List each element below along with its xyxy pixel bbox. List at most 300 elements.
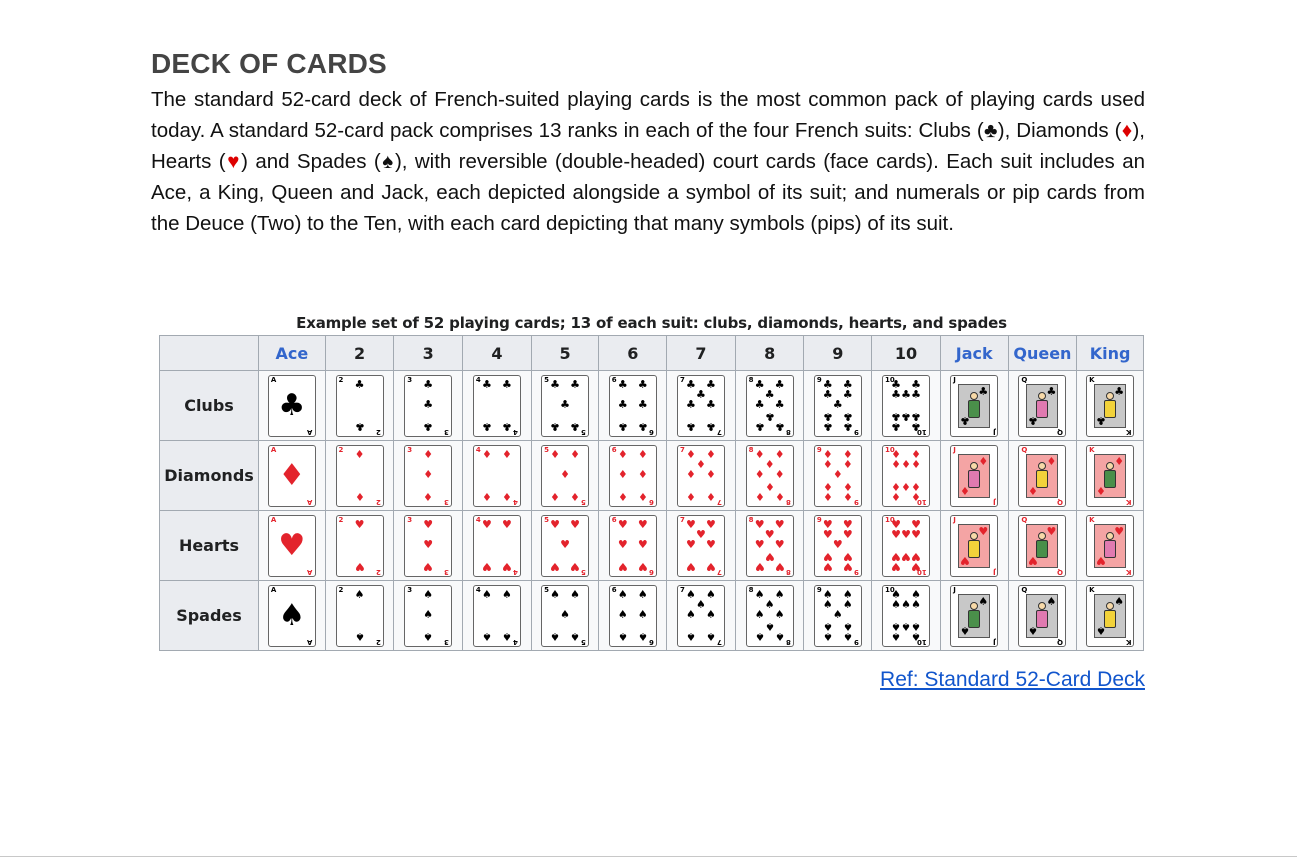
hearts-pip-icon: ♥	[617, 517, 628, 531]
spades-pip-icon: ♠	[354, 587, 365, 601]
hearts-pip-icon: ♥	[686, 560, 696, 574]
diamonds-pip-icon: ♦	[754, 447, 765, 461]
clubs-pip-icon: ♣	[423, 420, 434, 434]
playing-card-queen-of-spades	[1018, 585, 1066, 647]
card-cell	[872, 581, 941, 651]
clubs-pip-icon: ♣	[822, 377, 833, 391]
hearts-pip-icon: ♥	[754, 517, 765, 531]
card-index: Q	[1021, 515, 1028, 524]
card-index: 10	[917, 497, 928, 506]
spades-pip-icon: ♠	[637, 587, 648, 601]
clubs-pip-icon: ♣	[706, 398, 716, 412]
card-index: J	[953, 445, 956, 454]
diamonds-pip-icon: ♦	[686, 468, 696, 482]
diamonds-pip-icon: ♦	[911, 458, 921, 472]
card-index: 7	[679, 445, 685, 454]
spades-pip-icon: ♠	[637, 608, 648, 622]
playing-card-jack-of-diamonds	[950, 445, 998, 507]
clubs-pip-icon: ♣	[686, 377, 696, 391]
card-index: 3	[444, 567, 450, 576]
suit-row-clubs	[160, 371, 1144, 441]
hearts-pip-icon: ♥	[774, 560, 785, 574]
card-cell	[804, 441, 872, 511]
card-index: 4	[513, 637, 518, 646]
card-index: Q	[1057, 427, 1064, 436]
card-index: 9	[853, 497, 859, 506]
card-cell	[940, 441, 1008, 511]
spades-pip-icon: ♠	[637, 630, 648, 644]
diamonds-pip-icon: ♦	[911, 479, 921, 493]
clubs-pip-icon: ♣	[891, 377, 901, 391]
clubs-pip-icon: ♣	[822, 420, 833, 434]
playing-card-7-of-clubs	[677, 375, 725, 437]
spades-pip-icon: ♠	[354, 630, 365, 644]
card-cell	[667, 511, 736, 581]
hearts-pip-icon: ♥	[822, 560, 833, 574]
hearts-pip-icon: ♥	[501, 560, 512, 574]
card-index: 10	[885, 375, 895, 384]
hearts-pip-icon: ♥	[754, 538, 765, 552]
card-index: A	[307, 567, 313, 576]
card-index: 3	[444, 637, 450, 646]
card-cell	[667, 371, 736, 441]
clubs-pip-icon: ♣	[901, 388, 911, 402]
diamonds-pip-icon: ♦	[501, 447, 512, 461]
card-index: 2	[338, 585, 344, 594]
card-index: 3	[444, 427, 450, 436]
card-cell	[259, 441, 326, 511]
spades-pip-icon: ♠	[822, 630, 833, 644]
card-index: K	[1089, 375, 1095, 384]
card-index: 8	[748, 445, 754, 454]
hearts-pip-icon: ♥	[481, 560, 492, 574]
card-index: 4	[475, 515, 481, 524]
hearts-symbol: ♥	[225, 150, 242, 173]
hearts-pip-icon: ♥	[570, 517, 581, 531]
card-cell	[325, 371, 394, 441]
hearts-pip-icon: ♥	[774, 517, 785, 531]
spades-pip-icon: ♠	[891, 619, 901, 633]
diamonds-pip-icon: ♦	[764, 458, 775, 472]
card-index: A	[270, 585, 277, 594]
spades-pip-icon: ♠	[617, 630, 628, 644]
playing-card-4-of-spades	[473, 585, 521, 647]
playing-card-5-of-spades	[541, 585, 589, 647]
card-index: Q	[1021, 375, 1028, 384]
clubs-symbol: ♣	[983, 119, 998, 142]
card-index: K	[1089, 445, 1095, 454]
card-index: 5	[544, 445, 549, 454]
spades-pip-icon: ♠	[560, 608, 571, 622]
hearts-pip-icon: ♥	[891, 560, 901, 574]
diamonds-pip-icon: ♦	[423, 490, 434, 504]
spades-pip-icon: ♠	[911, 598, 921, 612]
hearts-pip-icon: ♥	[550, 517, 561, 531]
clubs-pip-icon: ♣	[617, 377, 628, 391]
playing-card-king-of-clubs	[1086, 375, 1134, 437]
card-index: 8	[785, 637, 791, 646]
card-index: 7	[717, 497, 722, 506]
diamonds-pip-icon: ♦	[550, 447, 561, 461]
card-index: 8	[785, 567, 791, 576]
card-cell	[325, 581, 394, 651]
spades-pip-icon: ♠	[774, 630, 785, 644]
card-index: Q	[1021, 585, 1028, 594]
clubs-pip-icon: ♣	[774, 377, 785, 391]
hearts-pip-icon: ♥	[423, 560, 434, 574]
clubs-pip-icon: ♣	[842, 377, 853, 391]
hearts-pip-icon: ♥	[481, 517, 492, 531]
suit-row-diamonds	[160, 441, 1144, 511]
clubs-suit-icon: ♣	[1028, 413, 1039, 427]
diamonds-pip-icon: ♦	[706, 447, 716, 461]
playing-card-3-of-clubs	[404, 375, 452, 437]
clubs-pip-icon: ♣	[842, 420, 853, 434]
hearts-pip-icon: ♥	[764, 528, 775, 542]
hearts-pip-icon: ♥	[550, 560, 561, 574]
diamonds-pip-icon: ♦	[481, 490, 492, 504]
diamonds-pip-icon: ♦	[774, 490, 785, 504]
spades-pip-icon: ♠	[706, 587, 716, 601]
hearts-pip-icon: ♥	[617, 538, 628, 552]
paragraph-text-2: ), Diamonds (	[997, 119, 1122, 142]
card-cell	[872, 371, 941, 441]
row-header-diamonds: Diamonds	[160, 441, 259, 511]
court-figure-icon	[958, 384, 990, 428]
card-index: J	[953, 585, 956, 594]
clubs-pip-icon: ♣	[754, 398, 765, 412]
hearts-pip-icon: ♥	[911, 549, 921, 563]
court-figure-icon	[1026, 594, 1058, 638]
card-index: 7	[679, 375, 685, 384]
column-header-10: 10	[872, 336, 941, 371]
card-index: 2	[338, 445, 344, 454]
card-cell	[1077, 371, 1144, 441]
diamonds-pip-icon: ♦	[423, 447, 434, 461]
card-index: 5	[544, 375, 549, 384]
card-cell	[940, 371, 1008, 441]
clubs-pip-icon: ♣	[550, 420, 561, 434]
card-cell	[463, 511, 532, 581]
playing-card-queen-of-hearts	[1018, 515, 1066, 577]
card-cell	[1008, 511, 1077, 581]
spades-pip-icon: ♠	[706, 630, 716, 644]
card-cell	[259, 511, 326, 581]
spades-pip-icon: ♠	[686, 630, 696, 644]
card-index: 3	[407, 445, 413, 454]
diamonds-pip-icon: ♦	[891, 447, 901, 461]
card-cell	[735, 511, 804, 581]
card-index: 9	[816, 445, 822, 454]
card-index: A	[270, 515, 277, 524]
card-cell	[1008, 371, 1077, 441]
card-index: 2	[375, 567, 381, 576]
clubs-pip-icon: ♣	[637, 420, 648, 434]
card-cell	[463, 371, 532, 441]
playing-card-8-of-diamonds	[746, 445, 794, 507]
clubs-pip-icon: ♣	[891, 388, 901, 402]
playing-card-3-of-hearts	[404, 515, 452, 577]
playing-card-9-of-hearts	[814, 515, 862, 577]
spades-pip-icon: ♠	[891, 598, 901, 612]
card-index: 5	[581, 497, 587, 506]
hearts-pip-icon: ♥	[637, 538, 648, 552]
card-index: 5	[581, 567, 587, 576]
card-index: 7	[679, 515, 685, 524]
diamonds-pip-icon: ♦	[570, 490, 581, 504]
playing-card-8-of-clubs	[746, 375, 794, 437]
card-cell	[1077, 511, 1144, 581]
clubs-suit-icon: ♣	[1114, 384, 1125, 398]
playing-card-10-of-hearts	[882, 515, 930, 577]
playing-card-9-of-spades	[814, 585, 862, 647]
court-figure-icon	[1026, 384, 1058, 428]
card-index: 9	[853, 567, 859, 576]
spades-pip-icon: ♠	[842, 630, 853, 644]
diamonds-pip-icon: ♦	[706, 490, 716, 504]
diamonds-pip-icon: ♦	[686, 490, 696, 504]
clubs-pip-icon: ♣	[842, 388, 853, 402]
clubs-suit-icon: ♣	[978, 384, 989, 398]
clubs-pip-icon: ♣	[832, 398, 843, 412]
diamonds-pip-icon: ♦	[617, 468, 628, 482]
court-figure-icon	[958, 524, 990, 568]
clubs-pip-icon: ♣	[696, 388, 706, 402]
table-caption: Example set of 52 playing cards; 13 of each suit: clubs, diamonds, hearts, and spades	[296, 314, 1007, 332]
playing-card-8-of-hearts	[746, 515, 794, 577]
spades-pip-icon: ♠	[423, 587, 434, 601]
court-figure-icon	[1094, 454, 1126, 498]
spades-pip-icon: ♠	[550, 630, 561, 644]
card-index: 8	[785, 427, 791, 436]
card-index: 3	[444, 497, 450, 506]
playing-card-5-of-clubs	[541, 375, 589, 437]
card-cell	[531, 441, 599, 511]
clubs-pip-icon: ♣	[706, 420, 716, 434]
intro-paragraph	[151, 84, 1145, 239]
clubs-pip-icon: ♣	[754, 377, 765, 391]
clubs-pip-icon: ♣	[637, 377, 648, 391]
hearts-pip-icon: ♥	[754, 560, 765, 574]
spades-pip-icon: ♠	[617, 587, 628, 601]
playing-card-king-of-diamonds	[1086, 445, 1134, 507]
card-cell	[735, 581, 804, 651]
deck-table	[159, 335, 1144, 651]
playing-card-4-of-clubs	[473, 375, 521, 437]
spades-pip-icon: ♠	[550, 587, 561, 601]
spades-pip-icon: ♠	[842, 587, 853, 601]
card-index: 4	[513, 427, 518, 436]
playing-card-queen-of-clubs	[1018, 375, 1066, 437]
card-index: 10	[917, 637, 928, 646]
spades-pip-icon: ♠	[423, 608, 434, 622]
playing-card-queen-of-diamonds	[1018, 445, 1066, 507]
paragraph-text-3: ), Hearts (	[151, 119, 1146, 173]
hearts-pip-icon: ♥	[423, 517, 434, 531]
reference-link[interactable]: Ref: Standard 52-Card Deck	[880, 668, 1145, 691]
card-cell	[872, 511, 941, 581]
card-cell	[1077, 441, 1144, 511]
spades-pip-icon: ♠	[570, 630, 581, 644]
spades-pip-icon: ♠	[911, 630, 921, 644]
clubs-pip-icon: ♣	[774, 398, 785, 412]
playing-card-jack-of-clubs	[950, 375, 998, 437]
playing-card-10-of-diamonds	[882, 445, 930, 507]
card-index: J	[992, 567, 996, 576]
diamonds-pip-icon: ♦	[822, 479, 833, 493]
card-index: 6	[611, 375, 617, 384]
hearts-pip-icon: ♥	[354, 560, 365, 574]
card-index: 10	[917, 427, 928, 436]
clubs-pip-icon: ♣	[481, 377, 492, 391]
card-index: 9	[853, 427, 859, 436]
playing-card-6-of-spades	[609, 585, 657, 647]
row-header-hearts: Hearts	[160, 511, 259, 581]
diamonds-pip-icon: ♦	[481, 447, 492, 461]
diamonds-pip-icon: ♦	[901, 458, 911, 472]
hearts-pip-icon: ♥	[842, 549, 853, 563]
spades-pip-icon: ♠	[617, 608, 628, 622]
clubs-pip-icon: ♣	[686, 398, 696, 412]
spades-pip-icon: ♠	[754, 630, 765, 644]
hearts-suit-icon: ♥	[960, 553, 971, 567]
spades-suit-icon: ♠	[1114, 594, 1125, 608]
diamonds-pip-icon: ♦	[637, 468, 648, 482]
diamonds-pip-icon: ♦	[774, 468, 785, 482]
card-index: 10	[885, 515, 895, 524]
hearts-pip-icon: ♥	[911, 560, 921, 574]
spades-pip-icon: ♠	[481, 587, 492, 601]
spades-symbol: ♠	[380, 150, 395, 173]
card-cell	[325, 441, 394, 511]
card-index: 7	[679, 585, 685, 594]
card-cell	[804, 581, 872, 651]
playing-card-7-of-diamonds	[677, 445, 725, 507]
deck-table-container	[159, 311, 1144, 651]
card-cell	[804, 371, 872, 441]
court-figure-icon	[1094, 384, 1126, 428]
hearts-pip-icon: ♥	[560, 538, 571, 552]
hearts-suit-icon: ♥	[978, 524, 989, 538]
hearts-pip-icon: ♥	[354, 517, 365, 531]
playing-card-10-of-clubs	[882, 375, 930, 437]
header-corner	[160, 336, 259, 371]
playing-card-king-of-spades	[1086, 585, 1134, 647]
card-index: K	[1089, 515, 1095, 524]
playing-card-ace-of-hearts	[268, 515, 316, 577]
hearts-pip-icon: ♥	[706, 517, 716, 531]
diamonds-pip-icon: ♦	[754, 468, 765, 482]
spades-pip-icon: ♠	[501, 630, 512, 644]
diamonds-pip-icon: ♦	[832, 468, 843, 482]
card-index: 2	[338, 375, 344, 384]
spades-pip-icon: ♠	[842, 598, 853, 612]
card-cell	[599, 441, 667, 511]
diamonds-pip-icon: ♦	[423, 468, 434, 482]
hearts-pip-icon: ♥	[842, 560, 853, 574]
spades-pip-icon: ♠	[911, 619, 921, 633]
court-figure-icon	[1026, 454, 1058, 498]
card-cell	[667, 581, 736, 651]
paragraph-text-1: The standard 52-card deck of French-suited playing cards is the most common pack of playing cards used today. A standard 52-card pack comprises 13 ranks in each of the four French suits: Clubs (	[151, 88, 1145, 142]
playing-card-6-of-clubs	[609, 375, 657, 437]
card-index: 6	[611, 445, 617, 454]
spades-pip-icon: ♠	[911, 587, 921, 601]
hearts-suit-icon: ♥	[1096, 553, 1106, 567]
table-body	[160, 371, 1144, 651]
card-index: Q	[1057, 497, 1064, 506]
row-header-clubs: Clubs	[160, 371, 259, 441]
card-index: J	[992, 637, 996, 646]
card-index: 10	[917, 567, 928, 576]
card-index: Q	[1057, 567, 1064, 576]
clubs-pip-icon: ♣	[617, 420, 628, 434]
diamonds-pip-icon: ♦	[570, 447, 581, 461]
playing-card-jack-of-hearts	[950, 515, 998, 577]
diamonds-pip-icon: ♦	[822, 458, 833, 472]
hearts-suit-icon: ♥	[1028, 553, 1039, 567]
playing-card-3-of-spades	[404, 585, 452, 647]
page-divider	[0, 856, 1297, 857]
playing-card-2-of-diamonds	[336, 445, 384, 507]
playing-card-7-of-hearts	[677, 515, 725, 577]
clubs-pip-icon: ♣	[754, 420, 765, 434]
card-index: 7	[717, 567, 722, 576]
spades-pip-icon: ♠	[774, 608, 785, 622]
card-index: 4	[513, 567, 518, 576]
spades-pip-icon: ♠	[754, 587, 765, 601]
diamonds-pip-icon: ♦	[764, 479, 775, 493]
clubs-pip-icon: ♣	[550, 377, 561, 391]
card-cell	[531, 581, 599, 651]
clubs-pip-icon: ♣	[570, 420, 581, 434]
card-index: 5	[544, 515, 549, 524]
hearts-pip-icon: ♥	[901, 528, 911, 542]
clubs-pip-icon: ♣	[501, 377, 512, 391]
clubs-pip-icon: ♣	[637, 398, 648, 412]
playing-card-ace-of-spades	[268, 585, 316, 647]
card-index: 2	[375, 427, 381, 436]
card-index: 2	[375, 497, 381, 506]
playing-card-2-of-spades	[336, 585, 384, 647]
card-cell	[599, 581, 667, 651]
diamonds-suit-icon: ♦	[1028, 483, 1039, 497]
suit-row-spades	[160, 581, 1144, 651]
spades-suit-icon: ♠	[1028, 623, 1039, 637]
row-header-spades: Spades	[160, 581, 259, 651]
diamonds-pip-icon: ♦	[911, 490, 921, 504]
card-index: Q	[1021, 445, 1028, 454]
card-index: 3	[407, 585, 413, 594]
clubs-pip-icon: ♣	[354, 377, 365, 391]
hearts-pip-icon: ♥	[501, 517, 512, 531]
playing-card-3-of-diamonds	[404, 445, 452, 507]
card-cell	[1008, 441, 1077, 511]
card-index: 8	[785, 497, 791, 506]
column-header-7: 7	[667, 336, 736, 371]
playing-card-6-of-hearts	[609, 515, 657, 577]
hearts-pip-icon: ♥	[423, 538, 434, 552]
card-index: A	[307, 427, 313, 436]
column-header-9: 9	[804, 336, 872, 371]
card-index: 4	[513, 497, 518, 506]
paragraph-text-5: ), with reversible (double-headed) court cards (face cards). Each suit includes an Ace, a King, Queen and Jack, each depicted alongside a symbol of its suit; and numerals or pip cards from the Deuce (Two) to the Ten, with each card depicting that many symbols (pips) of its suit.	[151, 150, 1145, 235]
card-index: 5	[581, 637, 587, 646]
diamonds-pip-icon: ♦	[891, 490, 901, 504]
card-cell	[1077, 581, 1144, 651]
page-title: DECK OF CARDS	[151, 48, 387, 79]
column-header-2: 2	[325, 336, 394, 371]
